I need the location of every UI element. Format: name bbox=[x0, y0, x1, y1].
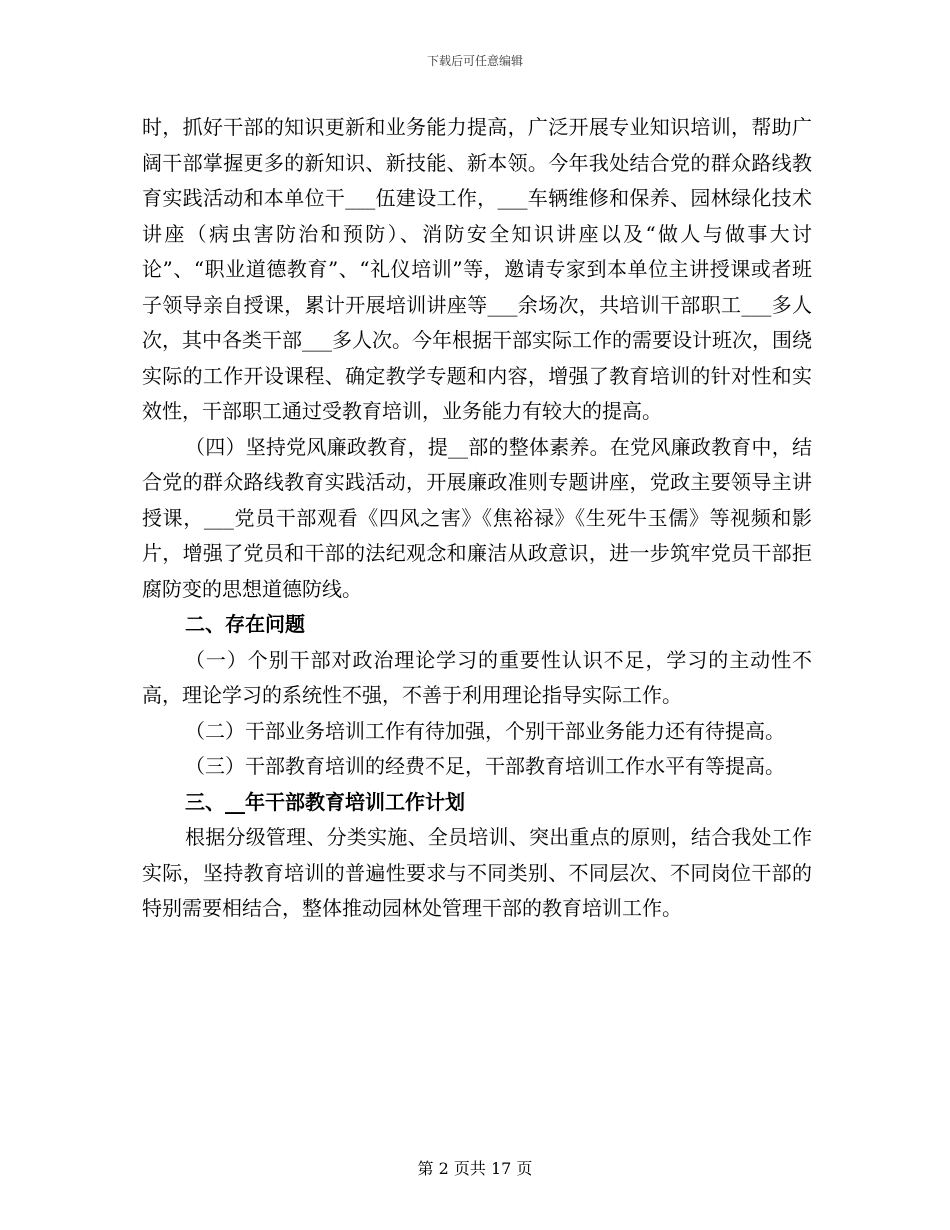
paragraph-integrity-education: （四）坚持党风廉政教育，提__部的整体素养。在党风廉政教育中，结合党的群众路线教育实践活动，开展廉政准则专题讲座，党政主要领导主讲授课，___党员干部观看《四风之害》《焦裕禄》《生死牛玉儒》等视频和影片，增强了党员和干部的法纪观念和廉洁从政意识，进一步筑牢党员干部拒腐防变的思想道德防线。 bbox=[142, 434, 812, 601]
page-number: 第 2 页共 17 页 bbox=[417, 1159, 533, 1178]
section-heading-plan: 三、__年干部教育培训工作计划 bbox=[185, 789, 465, 814]
page-header-note: 下载后可任意编辑 bbox=[426, 54, 523, 68]
paragraph-plan-principles: 根据分级管理、分类实施、全员培训、突出重点的原则，结合我处工作实际，坚持教育培训的普遍性要求与不同类别、不同层次、不同岗位干部的特别需要相结合，整体推动园林处管理干部的教育培训工作。 bbox=[142, 825, 812, 920]
document-body bbox=[142, 110, 812, 927]
paragraph-problem-3: （三）干部教育培训的经费不足，干部教育培训工作水平有等提高。 bbox=[185, 754, 785, 778]
paragraph-problem-2: （二）干部业务培训工作有待加强，个别干部业务能力还有待提高。 bbox=[185, 718, 785, 743]
paragraph-training-continued: 时，抓好干部的知识更新和业务能力提高，广泛开展专业知识培训，帮助广阔干部掌握更多的新知识、新技能、新本领。今年我处结合党的群众路线教育实践活动和本单位干___伍建设工作，___车辆维修和保养、园林绿化技术讲座（病虫害防治和预防）、消防安全知识讲座以及“做人与做事大讨论”、“职业道德教育”、“礼仪培训”等，邀请专家到本单位主讲授课或者班子领导亲自授课，累计开展培训讲座等___余场次，共培训干部职工___多人次，其中各类干部___多人次。今年根据干部实际工作的需要设计班次，围绕实际的工作开设课程、确定教学专题和内容，增强了教育培训的针对性和实效性，干部职工通过受教育培训，业务能力有较大的提高。 bbox=[142, 115, 812, 423]
section-heading-problems: 二、存在问题 bbox=[185, 612, 305, 636]
paragraph-problem-1: （一）个别干部对政治理论学习的重要性认识不足，学习的主动性不高，理论学习的系统性不强，不善于利用理论指导实际工作。 bbox=[142, 647, 812, 707]
